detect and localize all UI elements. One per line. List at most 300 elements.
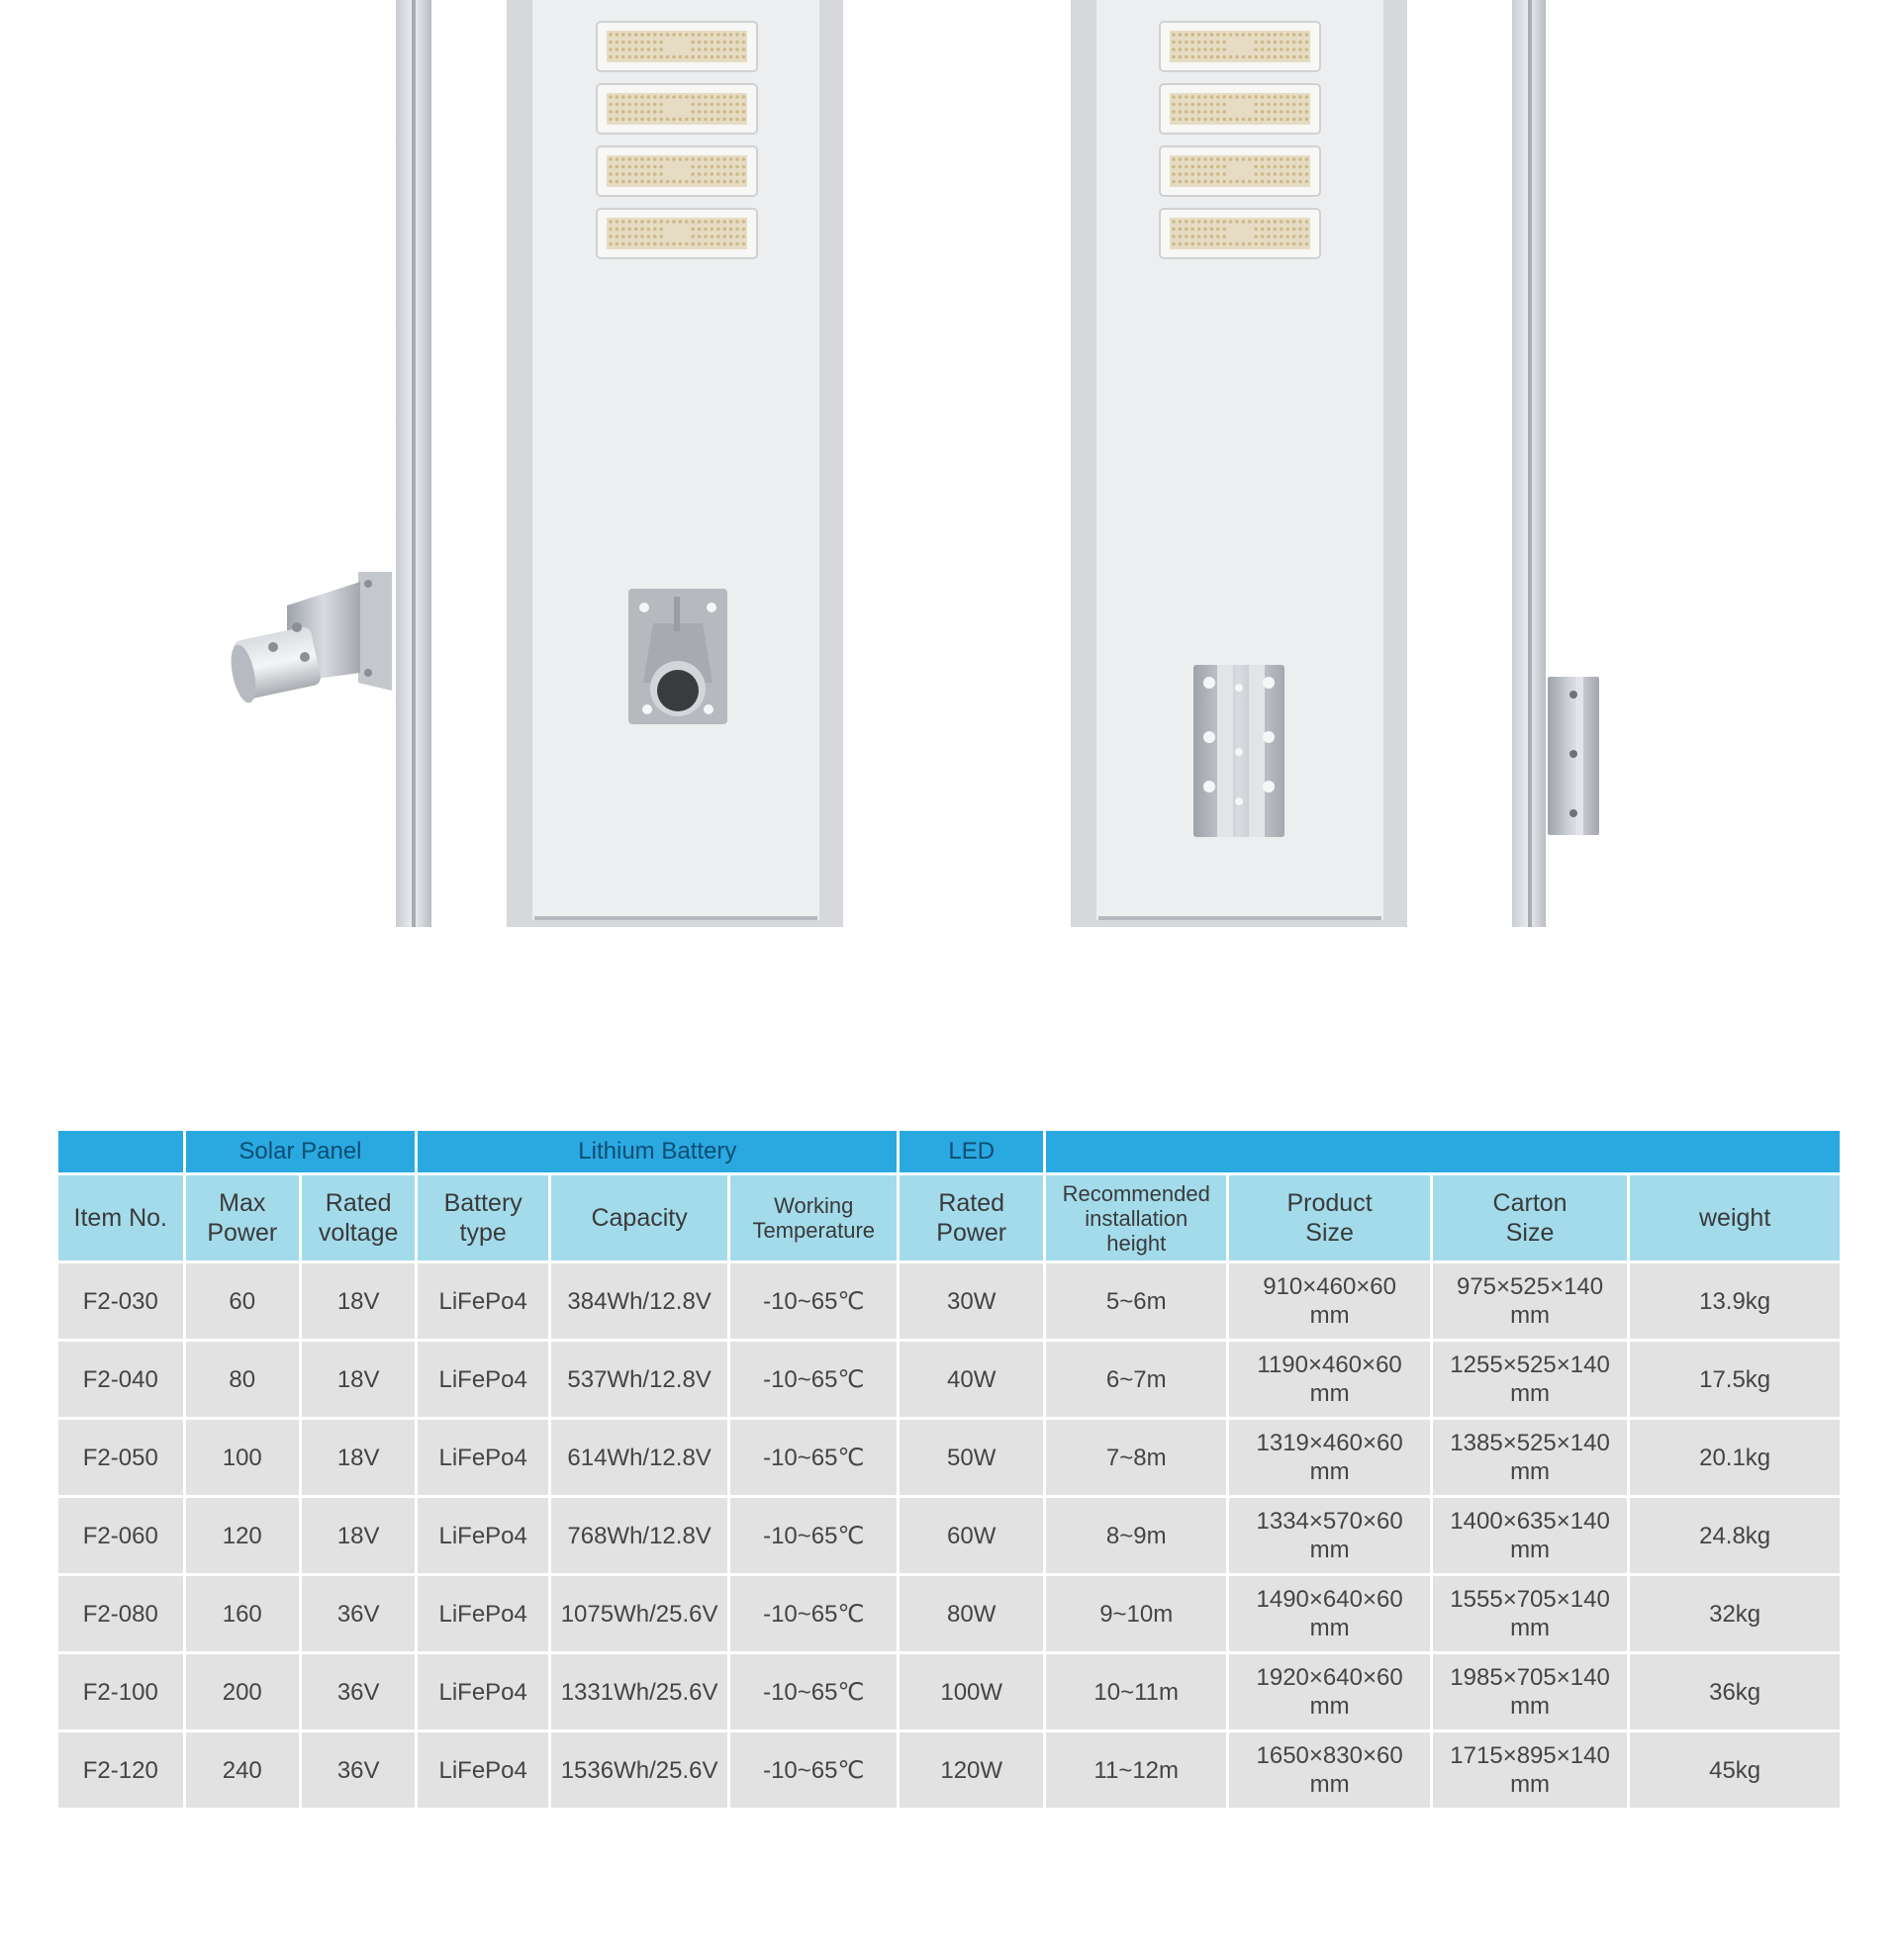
led-chip <box>634 228 638 232</box>
led-chip <box>1280 157 1283 161</box>
led-chip <box>1235 180 1239 184</box>
led-chip <box>1179 118 1183 122</box>
led-chip <box>1203 242 1207 246</box>
cell-item-no: F2-060 <box>58 1498 183 1573</box>
cell-battery-type: LiFePo4 <box>418 1263 548 1339</box>
cell-rated-power: 50W <box>900 1420 1043 1495</box>
led-chip <box>716 157 720 161</box>
led-chip <box>729 172 733 176</box>
led-chip <box>1292 47 1296 51</box>
led-chip <box>704 228 708 232</box>
led-chip <box>1261 103 1265 107</box>
led-chip <box>1216 41 1220 45</box>
led-chip <box>634 234 638 238</box>
led-chip <box>1197 33 1201 37</box>
led-chip <box>1292 118 1296 122</box>
led-chip <box>1179 55 1183 59</box>
led-chip <box>647 242 651 246</box>
cell-product-size: 1190×460×60 mm <box>1229 1342 1430 1417</box>
led-chip <box>679 220 683 224</box>
led-chip <box>1216 110 1220 114</box>
led-chip <box>653 118 657 122</box>
led-chip <box>1254 33 1258 37</box>
led-chip <box>1254 228 1258 232</box>
led-chip <box>1274 220 1278 224</box>
led-chip <box>1185 110 1188 114</box>
led-chip <box>735 47 739 51</box>
cell-installation-height: 7~8m <box>1046 1420 1226 1495</box>
led-chip <box>722 180 726 184</box>
led-chip <box>698 165 702 169</box>
led-chip <box>679 118 683 122</box>
header-rated-power: Rated Power <box>900 1175 1043 1260</box>
led-chip <box>653 110 657 114</box>
led-chip <box>1242 95 1246 99</box>
led-chip <box>1280 110 1283 114</box>
led-chip <box>1179 103 1183 107</box>
led-chip <box>698 95 702 99</box>
led-chip <box>1210 47 1214 51</box>
cell-item-no: F2-040 <box>58 1342 183 1417</box>
led-chip <box>1222 180 1226 184</box>
led-chip <box>621 55 625 59</box>
led-chip <box>1172 118 1176 122</box>
led-chip <box>616 118 619 122</box>
front-panel <box>532 0 819 920</box>
led-chip <box>1185 220 1188 224</box>
table-row <box>58 1342 1840 1417</box>
led-chip <box>698 172 702 176</box>
led-chip <box>722 47 726 51</box>
cell-carton-size: 1255×525×140 mm <box>1433 1342 1627 1417</box>
led-chip <box>1292 157 1296 161</box>
led-chip <box>1172 41 1176 45</box>
cell-item-no: F2-120 <box>58 1732 183 1808</box>
led-chip <box>1292 172 1296 176</box>
led-chip <box>1280 234 1283 238</box>
led-chip <box>621 47 625 51</box>
led-chip <box>735 33 739 37</box>
led-chip <box>704 103 708 107</box>
led-chip <box>659 47 663 51</box>
led-chip <box>1305 234 1309 238</box>
led-chip <box>1190 95 1194 99</box>
led-chip <box>1203 220 1207 224</box>
cell-installation-height: 8~9m <box>1046 1498 1226 1573</box>
led-chip <box>691 157 695 161</box>
led-chip <box>1261 47 1265 51</box>
led-chip <box>704 95 708 99</box>
cell-capacity: 384Wh/12.8V <box>551 1263 727 1339</box>
led-chip <box>1248 33 1252 37</box>
led-chip <box>1203 157 1207 161</box>
led-chip <box>1274 118 1278 122</box>
led-chip <box>691 165 695 169</box>
led-chip <box>647 110 651 114</box>
led-chip <box>672 180 676 184</box>
led-chip <box>1185 172 1188 176</box>
led-chip <box>722 33 726 37</box>
led-chip <box>742 165 746 169</box>
led-chip <box>666 242 670 246</box>
led-chip <box>1280 220 1283 224</box>
led-chip <box>647 180 651 184</box>
led-chip <box>1235 157 1239 161</box>
led-chip <box>1267 33 1271 37</box>
led-chip <box>735 242 739 246</box>
led-chip <box>1280 55 1283 59</box>
cell-product-size: 910×460×60 mm <box>1229 1263 1430 1339</box>
led-chip <box>1298 47 1302 51</box>
led-chip <box>616 220 619 224</box>
led-chip <box>1172 180 1176 184</box>
led-chip <box>735 110 739 114</box>
group-solar-panel: Solar Panel <box>186 1131 416 1172</box>
led-chip <box>1179 220 1183 224</box>
led-chip <box>679 55 683 59</box>
led-chip <box>1242 118 1246 122</box>
led-chip <box>1203 180 1207 184</box>
led-chip <box>1298 110 1302 114</box>
led-chip <box>1285 228 1289 232</box>
led-chip <box>704 110 708 114</box>
led-chip <box>1261 55 1265 59</box>
led-chip <box>1242 157 1246 161</box>
led-chip <box>1248 118 1252 122</box>
led-chip <box>672 118 676 122</box>
led-chip <box>666 220 670 224</box>
led-chip <box>1190 157 1194 161</box>
led-chip <box>1190 234 1194 238</box>
led-chip <box>698 180 702 184</box>
led-chip <box>627 33 631 37</box>
led-chip <box>1242 220 1246 224</box>
led-chip <box>722 242 726 246</box>
led-chip <box>1254 103 1258 107</box>
arm-bracket <box>227 572 392 705</box>
cell-item-no: F2-080 <box>58 1576 183 1651</box>
led-chip <box>627 242 631 246</box>
led-chip <box>1267 180 1271 184</box>
led-chip <box>627 234 631 238</box>
cell-capacity: 614Wh/12.8V <box>551 1420 727 1495</box>
led-chip <box>1285 180 1289 184</box>
led-chip <box>735 103 739 107</box>
led-chip <box>679 180 683 184</box>
led-chip <box>1216 103 1220 107</box>
product-illustration <box>0 0 1900 950</box>
led-chip <box>1274 165 1278 169</box>
led-chip <box>735 95 739 99</box>
led-chip <box>1172 47 1176 51</box>
header-carton-size: Carton Size <box>1433 1175 1627 1260</box>
led-chip <box>672 220 676 224</box>
led-chip <box>729 242 733 246</box>
led-chip <box>1248 95 1252 99</box>
led-chip <box>1222 47 1226 51</box>
led-chip <box>647 172 651 176</box>
led-chip <box>634 110 638 114</box>
led-chip <box>1267 95 1271 99</box>
led-chip <box>711 47 714 51</box>
led-chip <box>1235 55 1239 59</box>
front-view-with-pole-socket <box>507 0 843 927</box>
led-chip <box>1261 110 1265 114</box>
led-chip <box>1190 242 1194 246</box>
led-chip <box>1179 110 1183 114</box>
led-chip <box>1216 47 1220 51</box>
led-chip <box>1280 172 1283 176</box>
led-chip <box>616 165 619 169</box>
led-chip <box>1190 47 1194 51</box>
led-chip <box>1203 234 1207 238</box>
led-chip <box>1210 157 1214 161</box>
led-chip <box>711 165 714 169</box>
led-chip <box>1222 118 1226 122</box>
led-chip <box>716 55 720 59</box>
led-chip <box>640 228 644 232</box>
led-chip <box>1185 228 1188 232</box>
cell-product-size: 1650×830×60 mm <box>1229 1732 1430 1808</box>
led-chip <box>1185 157 1188 161</box>
led-chip <box>609 228 613 232</box>
led-chip <box>1280 180 1283 184</box>
led-chip <box>647 33 651 37</box>
led-chip <box>659 41 663 45</box>
led-chip <box>634 220 638 224</box>
led-chip <box>1285 165 1289 169</box>
header-rated-voltage: Rated voltage <box>302 1175 415 1260</box>
led-chip <box>698 234 702 238</box>
led-chip <box>621 172 625 176</box>
led-chip <box>616 110 619 114</box>
cell-capacity: 768Wh/12.8V <box>551 1498 727 1573</box>
led-chip <box>1190 180 1194 184</box>
led-chip <box>1203 110 1207 114</box>
led-chip <box>1216 157 1220 161</box>
led-chip <box>1179 234 1183 238</box>
led-chip <box>1285 33 1289 37</box>
led-chip <box>1274 41 1278 45</box>
led-chip <box>1305 242 1309 246</box>
led-chip <box>711 180 714 184</box>
led-chip <box>1190 220 1194 224</box>
led-chip <box>1185 242 1188 246</box>
led-chip <box>1261 234 1265 238</box>
led-chip <box>1285 95 1289 99</box>
led-chip <box>634 242 638 246</box>
led-chip <box>1267 55 1271 59</box>
led-chip <box>716 234 720 238</box>
led-chip <box>1229 95 1233 99</box>
led-chip <box>1285 157 1289 161</box>
led-chip <box>742 41 746 45</box>
led-chip <box>1235 242 1239 246</box>
led-chip <box>1298 172 1302 176</box>
led-chip <box>711 95 714 99</box>
cell-capacity: 1536Wh/25.6V <box>551 1732 727 1808</box>
led-chip <box>711 242 714 246</box>
spec-table <box>55 1128 1843 1811</box>
led-chip <box>616 180 619 184</box>
cell-capacity: 537Wh/12.8V <box>551 1342 727 1417</box>
group-led: LED <box>900 1131 1043 1172</box>
group-item <box>58 1131 183 1172</box>
led-chip <box>1261 242 1265 246</box>
led-chip <box>729 110 733 114</box>
led-chip <box>704 55 708 59</box>
led-chip <box>742 103 746 107</box>
led-chip <box>1197 234 1201 238</box>
led-chip <box>1267 165 1271 169</box>
cell-weight: 36kg <box>1630 1654 1840 1729</box>
led-chip <box>653 234 657 238</box>
led-chip <box>1280 47 1283 51</box>
led-chip <box>1235 220 1239 224</box>
led-chip <box>1254 95 1258 99</box>
led-chip <box>685 157 689 161</box>
led-chip <box>722 165 726 169</box>
cell-weight: 24.8kg <box>1630 1498 1840 1573</box>
led-chip <box>1229 33 1233 37</box>
led-chip <box>1285 47 1289 51</box>
led-chip <box>621 180 625 184</box>
led-chip <box>698 118 702 122</box>
led-chip <box>685 95 689 99</box>
led-chip <box>627 220 631 224</box>
led-chip <box>666 118 670 122</box>
led-chip <box>1305 165 1309 169</box>
led-chip <box>1305 157 1309 161</box>
led-chip <box>609 242 613 246</box>
led-chip <box>647 234 651 238</box>
led-chip <box>1210 110 1214 114</box>
cell-battery-type: LiFePo4 <box>418 1498 548 1573</box>
led-chip <box>1280 41 1283 45</box>
led-chip <box>1210 55 1214 59</box>
led-chip <box>634 103 638 107</box>
led-chip <box>735 220 739 224</box>
led-chip <box>647 220 651 224</box>
table-row <box>58 1654 1840 1729</box>
led-chip <box>1267 172 1271 176</box>
led-chip <box>1292 180 1296 184</box>
led-chip <box>666 55 670 59</box>
led-chip <box>1280 165 1283 169</box>
led-chip <box>1172 165 1176 169</box>
led-chip <box>716 172 720 176</box>
led-chip <box>621 242 625 246</box>
led-chip <box>634 33 638 37</box>
led-chip <box>1222 33 1226 37</box>
cell-carton-size: 1715×895×140 mm <box>1433 1732 1627 1808</box>
led-chip <box>666 95 670 99</box>
led-chip <box>691 110 695 114</box>
led-chip <box>729 228 733 232</box>
led-chip <box>1190 228 1194 232</box>
led-chip <box>659 103 663 107</box>
cell-working-temperature: -10~65℃ <box>730 1498 897 1573</box>
led-chip <box>1285 103 1289 107</box>
led-chip <box>729 180 733 184</box>
cell-rated-power: 80W <box>900 1576 1043 1651</box>
led-chip <box>1203 118 1207 122</box>
led-chip <box>1222 41 1226 45</box>
led-chip <box>735 180 739 184</box>
led-chip <box>1261 41 1265 45</box>
led-chip <box>685 33 689 37</box>
cell-product-size: 1334×570×60 mm <box>1229 1498 1430 1573</box>
led-chip <box>1305 55 1309 59</box>
led-chip <box>1179 157 1183 161</box>
led-chip <box>621 228 625 232</box>
led-chip <box>704 165 708 169</box>
led-chip <box>691 234 695 238</box>
led-chip <box>1216 33 1220 37</box>
led-chip <box>1216 172 1220 176</box>
led-chip <box>1210 118 1214 122</box>
led-chip <box>711 33 714 37</box>
led-chip <box>1292 165 1296 169</box>
led-chip <box>1179 180 1183 184</box>
led-chip <box>1267 110 1271 114</box>
led-chip <box>1203 47 1207 51</box>
led-chip <box>1261 95 1265 99</box>
led-chip <box>621 33 625 37</box>
cell-rated-voltage: 36V <box>302 1732 415 1808</box>
led-chip <box>698 103 702 107</box>
led-chip <box>616 103 619 107</box>
led-chip <box>1267 103 1271 107</box>
led-chip <box>1222 228 1226 232</box>
cell-max-power: 200 <box>186 1654 299 1729</box>
led-chip <box>1235 33 1239 37</box>
led-chip <box>1179 165 1183 169</box>
led-chip <box>659 33 663 37</box>
led-chip <box>1254 118 1258 122</box>
led-chip <box>634 47 638 51</box>
led-chip <box>1298 165 1302 169</box>
led-chip <box>1261 118 1265 122</box>
cell-product-size: 1319×460×60 mm <box>1229 1420 1430 1495</box>
table-row <box>58 1263 1840 1339</box>
led-chip <box>1235 95 1239 99</box>
led-chip <box>634 95 638 99</box>
led-chip <box>1210 165 1214 169</box>
led-chip <box>1222 165 1226 169</box>
led-chip <box>653 180 657 184</box>
led-chip <box>1248 180 1252 184</box>
cell-rated-voltage: 18V <box>302 1263 415 1339</box>
led-chip <box>1274 228 1278 232</box>
led-chip <box>1305 95 1309 99</box>
cell-item-no: F2-050 <box>58 1420 183 1495</box>
cell-max-power: 80 <box>186 1342 299 1417</box>
led-chip <box>1254 157 1258 161</box>
cell-item-no: F2-030 <box>58 1263 183 1339</box>
led-chip <box>653 157 657 161</box>
led-chip <box>1305 180 1309 184</box>
header-capacity: Capacity <box>551 1175 727 1260</box>
led-chip <box>616 95 619 99</box>
led-chip <box>742 220 746 224</box>
led-chip <box>621 95 625 99</box>
led-chip <box>742 157 746 161</box>
led-chip <box>653 242 657 246</box>
led-chip <box>609 180 613 184</box>
led-chip <box>691 41 695 45</box>
header-installation-height: Recommended installation height <box>1046 1175 1226 1260</box>
